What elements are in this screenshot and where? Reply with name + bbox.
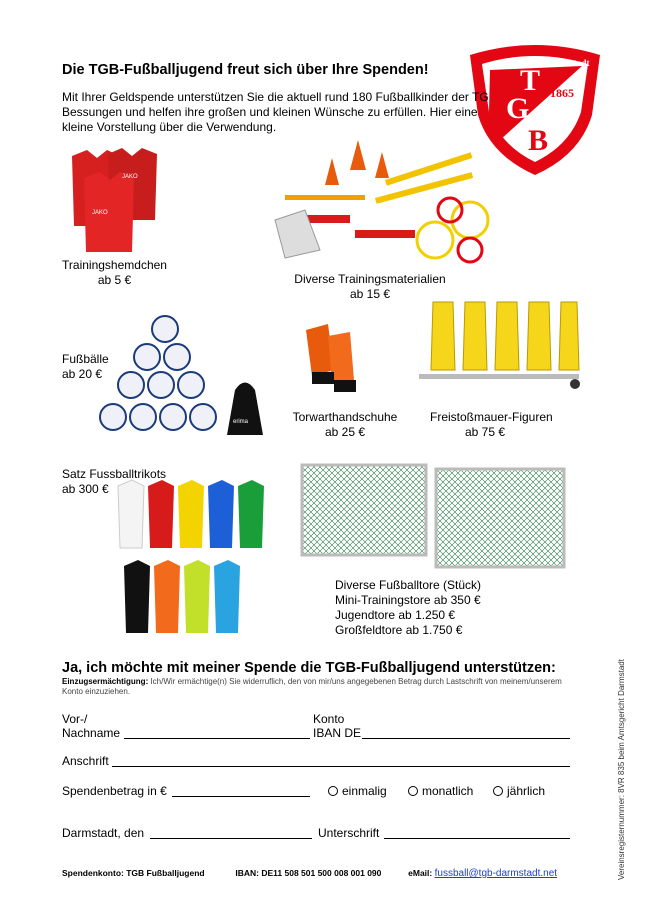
einzug-text: Ich/Wir ermächtige(n) Sie widerruflich, den von mir/uns angegebenen Betrag durch Lastschrift von meinem/unserem Konto einzuziehen. <box>62 677 562 696</box>
direct-debit-authorization <box>62 677 562 697</box>
einzug-label: Einzugsermächtigung: <box>62 677 149 686</box>
svg-text:erima: erima <box>233 419 249 425</box>
label-betrag: Spendenbetrag in € <box>62 784 167 798</box>
item-price: ab 15 € <box>349 287 391 301</box>
label-einmalig: einmalig <box>342 784 387 798</box>
page-title: Die TGB-Fußballjugend freut sich über Ihre Spenden! <box>62 62 429 78</box>
label-monatlich: monatlich <box>422 784 474 798</box>
item-name: Trainingshemdchen <box>62 258 167 272</box>
item-price: ab 5 € <box>97 273 132 287</box>
footer <box>62 868 557 879</box>
logo-city: Darmstadt <box>548 58 590 68</box>
item-name: Fußbälle <box>62 352 109 366</box>
item-name: Satz Fussballtrikots <box>62 467 167 481</box>
goal-price-youth: Jugendtore ab 1.250 € <box>335 608 456 622</box>
option-jaehrlich[interactable] <box>493 784 545 798</box>
label-jaehrlich: jährlich <box>507 784 546 798</box>
radio-monatlich[interactable] <box>408 786 418 796</box>
item-price: ab 20 € <box>62 367 103 381</box>
football-goals-image <box>296 455 586 575</box>
item-goals <box>335 578 481 638</box>
label-darmstadt: Darmstadt, den <box>62 826 145 840</box>
training-materials-image <box>265 140 495 265</box>
item-balls <box>62 352 109 382</box>
radio-jaehrlich[interactable] <box>493 786 503 796</box>
label-vor: Vor-/ <box>62 712 88 726</box>
jerseys-image <box>110 478 270 638</box>
goal-price-full: Großfeldtore ab 1.750 € <box>335 623 463 637</box>
item-name: Diverse Trainingsmaterialien <box>294 272 446 286</box>
name-field[interactable] <box>124 738 310 739</box>
intro-text: Mit Ihrer Geldspende unterstützen Sie die aktuell rund 180 Fußballkinder der TG Bessungen und helfen ihre großen und kleinen Wünsche zu erfüllen. Hier eine kleine Vorstellung über die Verwendung. <box>62 90 489 134</box>
item-price: ab 300 € <box>62 482 109 496</box>
label-anschrift: Anschrift <box>62 754 109 768</box>
label-unterschrift: Unterschrift <box>318 826 380 840</box>
signature-field[interactable] <box>384 838 570 839</box>
footer-email-label: eMail: <box>408 868 433 878</box>
form-title: Ja, ich möchte mit meiner Spende die TGB-Fußballjugend unterstützen: <box>62 660 556 676</box>
iban-field[interactable] <box>362 738 570 739</box>
date-field[interactable] <box>150 838 312 839</box>
logo-letter-b: B <box>528 124 549 157</box>
item-name: Freistoßmauer-Figuren <box>430 410 553 424</box>
logo-year: 1865 <box>550 86 574 100</box>
training-bibs-image <box>62 148 162 254</box>
item-gloves <box>290 410 400 440</box>
footer-account: Spendenkonto: TGB Fußballjugend <box>62 868 205 878</box>
item-freekick-wall <box>430 410 553 440</box>
svg-text:JAKO: JAKO <box>92 210 108 216</box>
freekick-wall-image <box>415 290 585 398</box>
footballs-image <box>95 315 275 445</box>
item-name: Torwarthandschuhe <box>292 410 398 424</box>
option-einmalig[interactable] <box>328 784 387 798</box>
svg-text:JAKO: JAKO <box>122 174 138 180</box>
register-number-text: Vereinsregisternummer: 8VR 835 beim Amtsgericht Darmstadt <box>617 659 626 880</box>
address-field[interactable] <box>112 766 570 767</box>
label-iban: IBAN DE <box>313 726 362 740</box>
logo-letter-g: G <box>506 92 530 125</box>
item-price: ab 75 € <box>464 425 506 439</box>
item-name: Diverse Fußballtore (Stück) <box>335 578 482 592</box>
radio-einmalig[interactable] <box>328 786 338 796</box>
item-price: ab 25 € <box>324 425 366 439</box>
footer-email-link[interactable]: fussball@tgb-darmstadt.net <box>434 868 558 879</box>
footer-iban: IBAN: DE11 508 501 500 008 001 090 <box>235 868 382 878</box>
goal-price-mini: Mini-Trainingstore ab 350 € <box>335 593 481 607</box>
label-nachname: Nachname <box>62 726 121 740</box>
item-training-shirts <box>52 258 177 288</box>
label-konto: Konto <box>313 712 345 726</box>
option-monatlich[interactable] <box>408 784 473 798</box>
item-jerseys <box>62 467 166 497</box>
goalkeeper-gloves-image <box>298 320 368 400</box>
logo-letter-t: T <box>520 64 541 97</box>
amount-field[interactable] <box>172 796 310 797</box>
